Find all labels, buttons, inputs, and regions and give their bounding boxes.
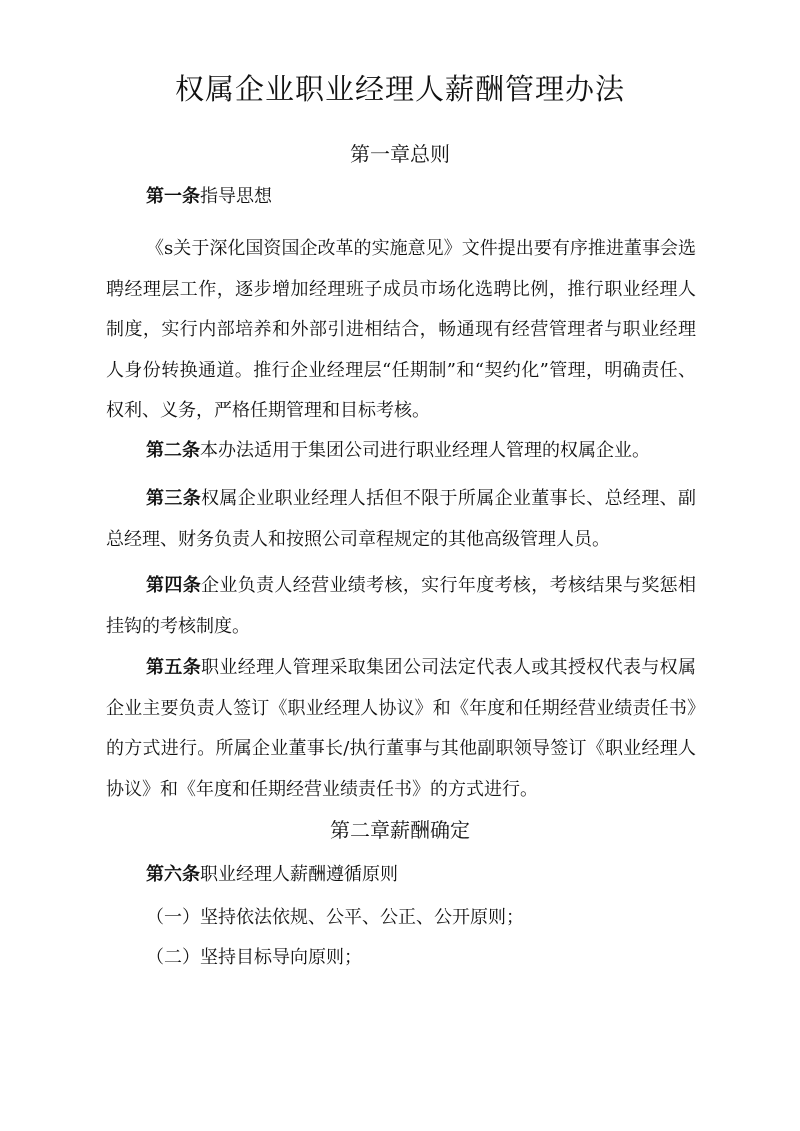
article-3-text: 权属企业职业经理人括但不限于所属企业董事长、总经理、副总经理、财务负责人和按照公司章程规定的其他高级管理人员。 [106,488,697,550]
article-5-text: 职业经理人管理采取集团公司法定代表人或其授权代表与权属企业主要负责人签订《职业经理人协议》和《年度和任期经营业绩责任书》的方式进行。所属企业董事长/执行董事与其他副职领导签订《职业经理人协议》和《年度和任期经营业绩责任书》的方式进行。 [106,657,697,800]
article-1-text: 指导思想 [200,186,272,207]
article-6-label: 第六条 [146,864,200,885]
article-5-paragraph [106,648,696,810]
article-2-label: 第二条 [146,440,200,461]
article-2-text: 本办法适用于集团公司进行职业经理人管理的权属企业。 [200,440,650,461]
article-1-heading [146,182,272,212]
list-item-1: （一）坚持依法依规、公平、公正、公开原则； [146,907,524,928]
article-3-paragraph [106,479,696,560]
article-4-label: 第四条 [146,575,202,596]
chapter-2-heading: 第二章薪酬确定 [330,818,470,842]
list-item-2: （二）坚持目标导向原则； [146,947,362,968]
article-1-label: 第一条 [146,186,200,207]
chapter-1-heading: 第一章总则 [350,142,450,166]
article-5-label: 第五条 [146,657,202,678]
article-4-text: 企业负责人经营业绩考核，实行年度考核，考核结果与奖惩相挂钩的考核制度。 [106,575,697,637]
paragraph-guiding-ideology: 《s关于深化国资国企改革的实施意见》文件提出要有序推进董事会选聘经理层工作，逐步增加经理班子成员市场化选聘比例，推行职业经理人制度，实行内部培养和外部引进相结合，畅通现有经营管理者与职业经理人身份转换通道。推行企业经理层“任期制”和“契约化”管理，明确责任、权利、义务，严格任期管理和目标考核。 [106,238,696,421]
article-6-text: 职业经理人薪酬遵循原则 [200,864,398,885]
article-6-heading [146,860,398,890]
article-3-label: 第三条 [146,488,202,509]
article-4-paragraph [106,566,696,647]
document-title: 权属企业职业经理人薪酬管理办法 [174,72,625,106]
article-2-paragraph [106,431,696,472]
